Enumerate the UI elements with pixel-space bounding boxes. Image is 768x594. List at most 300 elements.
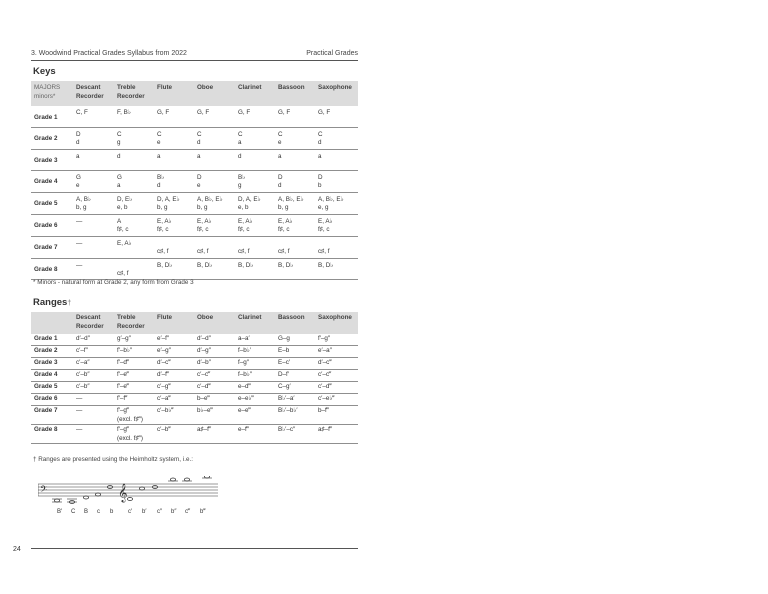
minors-label: minors*	[34, 92, 56, 100]
ranges-cell	[235, 382, 275, 394]
ranges-cell	[114, 334, 154, 346]
keys-cell	[235, 170, 275, 192]
keys-cell-line: g	[117, 139, 121, 146]
ranges-row	[31, 370, 358, 382]
ranges-cell	[114, 358, 154, 370]
ranges-cell-line: c′–f″	[76, 347, 88, 354]
keys-grade-label: Grade 2	[31, 127, 73, 149]
keys-cell-line: c♯, f	[157, 248, 169, 255]
keys-cell-line: f♯, c	[278, 226, 290, 233]
keys-cell-line: A, B♭, E♭	[318, 195, 344, 203]
keys-cell	[275, 192, 315, 214]
keys-cell-line: C	[157, 130, 162, 138]
ranges-cell-line: B♭′–b♭′	[278, 407, 298, 414]
ranges-cell-line: f–b♭′	[238, 347, 251, 354]
keys-cell	[235, 258, 275, 279]
helmholtz-staff-illustration	[38, 476, 223, 506]
keys-row	[31, 127, 358, 149]
keys-cell-line: d	[197, 139, 201, 146]
ranges-cell-line: E–b	[278, 347, 290, 354]
ranges-col-header: Flute	[154, 312, 194, 334]
note-label: b	[110, 509, 114, 515]
ranges-row	[31, 406, 358, 425]
keys-col-header: Treble Recorder	[114, 81, 154, 106]
ranges-cell-line: c′–e♭‴	[318, 395, 335, 402]
keys-cell-line: C	[117, 130, 122, 138]
keys-cell-line: f♯, c	[157, 226, 169, 233]
ranges-row	[31, 425, 358, 444]
keys-cell-line: b, g	[76, 204, 87, 211]
keys-cell-line: c♯, f	[278, 248, 290, 255]
keys-cell	[235, 236, 275, 258]
ranges-table	[31, 312, 358, 444]
keys-cell-line: e	[197, 182, 201, 189]
keys-header-row	[31, 81, 358, 106]
keys-cell-line: b, g	[157, 204, 168, 211]
keys-cell-line: D, A, E♭	[157, 195, 180, 203]
header-divider	[31, 60, 358, 61]
ranges-cell	[275, 425, 315, 444]
keys-cell-line: e	[76, 182, 80, 189]
ranges-cell	[154, 358, 194, 370]
keys-cell-line: f♯, c	[117, 226, 129, 233]
keys-cell-line	[278, 240, 315, 249]
keys-cell	[315, 236, 358, 258]
keys-cell-line: —	[76, 217, 83, 225]
ranges-grade-label: Grade 1	[31, 334, 73, 346]
keys-row	[31, 106, 358, 127]
ranges-cell-line: C–g′	[278, 383, 291, 390]
keys-cell	[154, 214, 194, 236]
ranges-cell	[315, 346, 358, 358]
ranges-cell	[73, 334, 114, 346]
keys-cell	[114, 149, 154, 170]
keys-cell	[235, 192, 275, 214]
keys-cell	[194, 258, 235, 279]
keys-cell-line: c♯, f	[318, 248, 330, 255]
ranges-cell-line: B♭′–a′	[278, 395, 295, 402]
keys-cell	[154, 192, 194, 214]
keys-cell-line: F, B♭	[117, 109, 131, 116]
ranges-cell-line: f–b♭″	[238, 371, 252, 378]
keys-grade-label: Grade 1	[31, 106, 73, 127]
keys-cell-line: D, A, E♭	[238, 195, 261, 203]
keys-cell-line: d	[117, 152, 121, 160]
keys-cell	[73, 127, 114, 149]
keys-cell-line: e, b	[238, 204, 249, 211]
ranges-col-header: Oboe	[194, 312, 235, 334]
keys-cell	[315, 106, 358, 127]
ranges-cell-line: f–g″	[238, 359, 249, 366]
ranges-cell	[73, 382, 114, 394]
keys-cell-line: e	[278, 139, 282, 146]
ranges-header-row	[31, 312, 358, 334]
keys-cell-line: d	[318, 139, 322, 146]
ranges-cell	[194, 334, 235, 346]
ranges-cell	[194, 382, 235, 394]
keys-cell-line: B, D♭	[238, 261, 254, 269]
keys-cell	[114, 127, 154, 149]
keys-cell-line: g	[238, 182, 242, 189]
note-label: c′	[128, 509, 133, 515]
ranges-cell	[315, 382, 358, 394]
ranges-col-header: Saxophone	[315, 312, 358, 334]
keys-cell-line: C	[197, 130, 202, 138]
ranges-cell-line: (excl. f♯‴)	[117, 434, 144, 442]
ranges-cell-line: f′–d‴	[117, 359, 130, 366]
ranges-cell	[73, 358, 114, 370]
keys-cell-line: E, A♭	[278, 217, 293, 225]
ranges-row	[31, 358, 358, 370]
ranges-cell-line: e–e‴	[238, 407, 251, 414]
keys-cell	[114, 214, 154, 236]
keys-grade-label: Grade 4	[31, 170, 73, 192]
keys-cell-line: d	[278, 182, 282, 189]
keys-row	[31, 170, 358, 192]
ranges-cell-line: e–f‴	[238, 426, 249, 433]
ranges-cell-line: —	[76, 395, 83, 402]
ranges-grade-label: Grade 7	[31, 406, 73, 425]
keys-cell-line	[157, 240, 194, 249]
keys-cell	[73, 170, 114, 192]
keys-cell	[154, 127, 194, 149]
note-label: b″	[171, 509, 177, 515]
ranges-cell-line: c′–b″	[76, 383, 90, 390]
keys-cell-line: C, F	[76, 109, 88, 116]
keys-grade-label: Grade 3	[31, 149, 73, 170]
keys-cell-line: A, B♭, E♭	[278, 195, 304, 203]
keys-cell-line: —	[76, 261, 83, 269]
keys-cell-line: f♯, c	[197, 226, 209, 233]
ranges-cell	[194, 346, 235, 358]
keys-cell	[114, 106, 154, 127]
keys-cell	[275, 214, 315, 236]
keys-grade-label: Grade 7	[31, 236, 73, 258]
ranges-cell	[235, 406, 275, 425]
keys-cell-line: f♯, c	[238, 226, 250, 233]
ranges-cell	[73, 370, 114, 382]
keys-cell	[194, 127, 235, 149]
ranges-row	[31, 382, 358, 394]
ranges-cell	[235, 425, 275, 444]
ranges-cell-line: G–g	[278, 335, 290, 342]
ranges-cell-line: f′–g‴	[117, 407, 130, 414]
ranges-cell	[73, 425, 114, 444]
keys-cell	[315, 149, 358, 170]
keys-row	[31, 214, 358, 236]
ranges-footnote: † Ranges are presented using the Heimholtz system, i.e.:	[33, 456, 193, 463]
ranges-cell-line: e–d‴	[238, 383, 251, 390]
keys-row	[31, 149, 358, 170]
keys-cell	[315, 127, 358, 149]
note-label: B′	[57, 509, 63, 515]
ranges-cell-line: c′–d‴	[318, 383, 332, 390]
keys-cell	[275, 149, 315, 170]
ranges-cell-line: g′–g″	[117, 335, 131, 342]
ranges-cell	[154, 382, 194, 394]
keys-cell	[235, 106, 275, 127]
ranges-cell	[154, 370, 194, 382]
note-label: c‴	[185, 509, 191, 515]
keys-cell-line: B, D♭	[278, 261, 294, 269]
keys-cell-line: e	[157, 139, 161, 146]
ranges-cell-line: d′–c‴	[318, 359, 332, 366]
keys-cell	[194, 170, 235, 192]
ranges-cell	[154, 394, 194, 406]
bass-clef-icon: 𝄢	[40, 484, 48, 497]
keys-cell	[73, 236, 114, 258]
keys-cell	[315, 192, 358, 214]
keys-cell	[194, 149, 235, 170]
ranges-grade-label: Grade 5	[31, 382, 73, 394]
ranges-title: Ranges	[33, 297, 68, 308]
ranges-cell-line: c′–b‴	[157, 426, 171, 433]
ranges-cell-line: c′–d‴	[197, 383, 211, 390]
footer-divider	[31, 548, 358, 549]
ranges-cell	[194, 370, 235, 382]
keys-cell-line: a	[117, 182, 121, 189]
keys-table	[31, 81, 358, 280]
keys-cell-line: G, F	[197, 109, 210, 116]
keys-cell-line: G, F	[278, 109, 291, 116]
ranges-cell	[114, 425, 154, 444]
keys-cell-line: a	[76, 152, 80, 160]
ranges-cell-line: d′–f‴	[157, 371, 170, 378]
keys-cell	[114, 258, 154, 279]
keys-cell	[315, 170, 358, 192]
ranges-cell-line: b–e‴	[197, 395, 210, 402]
keys-cell-line: c♯, f	[117, 270, 129, 277]
keys-cell	[275, 258, 315, 279]
keys-heading: Keys	[33, 66, 56, 77]
keys-cell	[275, 170, 315, 192]
ranges-cell	[194, 358, 235, 370]
keys-cell	[73, 258, 114, 279]
keys-cell-line: f♯, c	[318, 226, 330, 233]
ranges-cell	[315, 406, 358, 425]
ranges-cell-line: d′–c‴	[157, 359, 171, 366]
keys-cell	[194, 106, 235, 127]
ranges-cell	[275, 370, 315, 382]
keys-cell	[73, 192, 114, 214]
keys-cell	[114, 236, 154, 258]
note-label: C	[71, 509, 76, 515]
keys-cell-line	[197, 240, 235, 249]
note-label: B	[84, 509, 89, 515]
keys-cell-line: d	[238, 152, 242, 160]
keys-cell	[73, 149, 114, 170]
keys-cell-line: D	[318, 173, 323, 181]
keys-row	[31, 258, 358, 279]
keys-cell-line: E, A♭	[238, 217, 253, 225]
keys-cell-line: c♯, f	[197, 248, 209, 255]
keys-cell-line: C	[278, 130, 283, 138]
keys-cell	[114, 170, 154, 192]
ranges-cell	[315, 394, 358, 406]
ranges-cell	[235, 370, 275, 382]
ranges-cell	[114, 394, 154, 406]
ranges-cell	[315, 358, 358, 370]
keys-cell-line: G	[76, 173, 81, 181]
keys-row	[31, 236, 358, 258]
keys-col-header: Saxophone	[315, 81, 358, 106]
ranges-cell	[194, 394, 235, 406]
keys-cell	[194, 192, 235, 214]
keys-grade-label: Grade 8	[31, 258, 73, 279]
ranges-cell-line: c′–a″	[76, 359, 90, 366]
keys-cell-line: D, E♭	[117, 195, 133, 203]
keys-cell-line: A, B♭, E♭	[197, 195, 223, 203]
ranges-cell	[114, 406, 154, 425]
ranges-cell	[154, 425, 194, 444]
ranges-cell	[315, 425, 358, 444]
keys-col-header: Flute	[154, 81, 194, 106]
ranges-cell-line: a♯–f‴	[197, 426, 212, 433]
keys-cell-line: E, A♭	[197, 217, 212, 225]
majors-label: MAJORS	[34, 84, 61, 91]
ranges-cell-line: f′–f‴	[117, 395, 128, 402]
keys-cell-line: a	[157, 152, 161, 160]
ranges-cell	[275, 382, 315, 394]
ranges-cell-line: c′–b″	[76, 371, 90, 378]
keys-cell-line	[238, 240, 275, 249]
ranges-cell-line: e′–g″	[157, 347, 171, 354]
keys-cell-line: D	[278, 173, 283, 181]
keys-cell-line: b, g	[197, 204, 208, 211]
keys-cell	[235, 149, 275, 170]
ranges-cell-line: e′–f″	[157, 335, 170, 342]
keys-cell-line: d	[157, 182, 161, 189]
keys-cell	[154, 106, 194, 127]
ranges-cell	[154, 406, 194, 425]
keys-cell	[275, 236, 315, 258]
ranges-cell	[235, 334, 275, 346]
ranges-cell	[275, 346, 315, 358]
keys-cell-line: d	[76, 139, 80, 146]
keys-col-header: Oboe	[194, 81, 235, 106]
keys-cell-line: D	[197, 173, 202, 181]
keys-cell-line: B, D♭	[157, 261, 173, 269]
keys-cell	[73, 214, 114, 236]
ranges-col-blank	[31, 312, 73, 334]
ranges-cell	[235, 394, 275, 406]
ranges-cell-line: c′–b♭‴	[157, 407, 174, 414]
keys-cell-line: b	[318, 182, 322, 189]
ranges-cell	[275, 394, 315, 406]
keys-cell-line: D	[76, 130, 81, 138]
ranges-cell-line: f′–g″	[318, 335, 331, 342]
keys-cell	[154, 258, 194, 279]
dagger-mark: †	[67, 300, 72, 307]
keys-cell	[154, 170, 194, 192]
ranges-grade-label: Grade 8	[31, 425, 73, 444]
ranges-grade-label: Grade 4	[31, 370, 73, 382]
ranges-cell-line: (excl. f♯‴)	[117, 415, 144, 423]
ranges-grade-label: Grade 2	[31, 346, 73, 358]
ranges-cell	[114, 370, 154, 382]
ranges-cell	[275, 334, 315, 346]
keys-cell	[114, 192, 154, 214]
ranges-grade-label: Grade 3	[31, 358, 73, 370]
keys-cell-line: B, D♭	[197, 261, 213, 269]
keys-col-header: Bassoon	[275, 81, 315, 106]
ranges-cell-line: a–a′	[238, 335, 250, 342]
ranges-col-header: Clarinet	[235, 312, 275, 334]
keys-cell-line: e, g	[318, 204, 329, 211]
keys-cell-line: G, F	[318, 109, 331, 116]
ranges-cell-line: D–f′	[278, 371, 289, 378]
keys-cell	[235, 214, 275, 236]
ranges-cell-line: c′–a‴	[157, 395, 171, 402]
ranges-cell-line: E–c′	[278, 359, 291, 366]
ranges-cell-line: d′–g″	[197, 347, 211, 354]
treble-clef-icon: 𝄞	[118, 483, 128, 502]
ranges-cell	[154, 334, 194, 346]
ranges-cell-line: c′–c‴	[197, 371, 211, 378]
keys-cell-line: G	[117, 173, 122, 181]
keys-cell-line: a	[318, 152, 322, 160]
keys-cell-line: B♭	[157, 173, 165, 181]
keys-cell	[194, 236, 235, 258]
ranges-col-header: Bassoon	[275, 312, 315, 334]
ranges-cell	[114, 346, 154, 358]
ranges-heading	[33, 297, 71, 308]
ranges-cell-line: f′–e‴	[117, 371, 130, 378]
keys-cell	[275, 127, 315, 149]
note-label: c	[97, 509, 100, 515]
keys-footnote: * Minors - natural form at Grade 2, any form from Grade 3	[33, 279, 194, 286]
ranges-cell	[154, 346, 194, 358]
keys-col-header: Descant Recorder	[73, 81, 114, 106]
ranges-cell-line: c′–g‴	[157, 383, 171, 390]
note-label: c″	[157, 509, 163, 515]
ranges-col-header: Treble Recorder	[114, 312, 154, 334]
ranges-cell	[194, 406, 235, 425]
ranges-cell-line: d′–b″	[197, 359, 211, 366]
ranges-cell	[275, 358, 315, 370]
keys-cell-line: C	[318, 130, 323, 138]
ranges-col-header: Descant Recorder	[73, 312, 114, 334]
keys-cell	[73, 106, 114, 127]
running-header-title: Practical Grades	[306, 50, 358, 57]
running-header-section: 3. Woodwind Practical Grades Syllabus from 2022	[31, 50, 187, 57]
keys-cell-line	[117, 262, 154, 271]
keys-cell-line: B, D♭	[318, 261, 334, 269]
keys-cell-line: A, B♭	[76, 195, 91, 203]
ranges-row	[31, 394, 358, 406]
ranges-cell-line: b♭–e‴	[197, 407, 213, 414]
keys-cell-line: B♭	[238, 173, 246, 181]
ranges-cell-line: —	[76, 426, 83, 433]
keys-cell-line: G, F	[157, 109, 170, 116]
ranges-cell-line: f′–g‴	[117, 426, 130, 433]
ranges-cell-line: c′–c‴	[318, 371, 332, 378]
ranges-cell-line: B♭′–c″	[278, 426, 296, 433]
ranges-cell-line: e–e♭‴	[238, 395, 254, 402]
ranges-cell-line: a♯–f‴	[318, 426, 333, 433]
ranges-cell	[194, 425, 235, 444]
keys-row	[31, 192, 358, 214]
ranges-cell-line: f′–b♭″	[117, 347, 133, 354]
keys-grade-label: Grade 6	[31, 214, 73, 236]
ranges-cell	[235, 358, 275, 370]
keys-cell	[194, 214, 235, 236]
keys-cell-line: —	[76, 239, 83, 247]
keys-col-majors-minors	[31, 81, 73, 106]
page-number: 24	[13, 546, 21, 553]
keys-cell-line: A	[117, 217, 122, 225]
keys-cell	[154, 149, 194, 170]
